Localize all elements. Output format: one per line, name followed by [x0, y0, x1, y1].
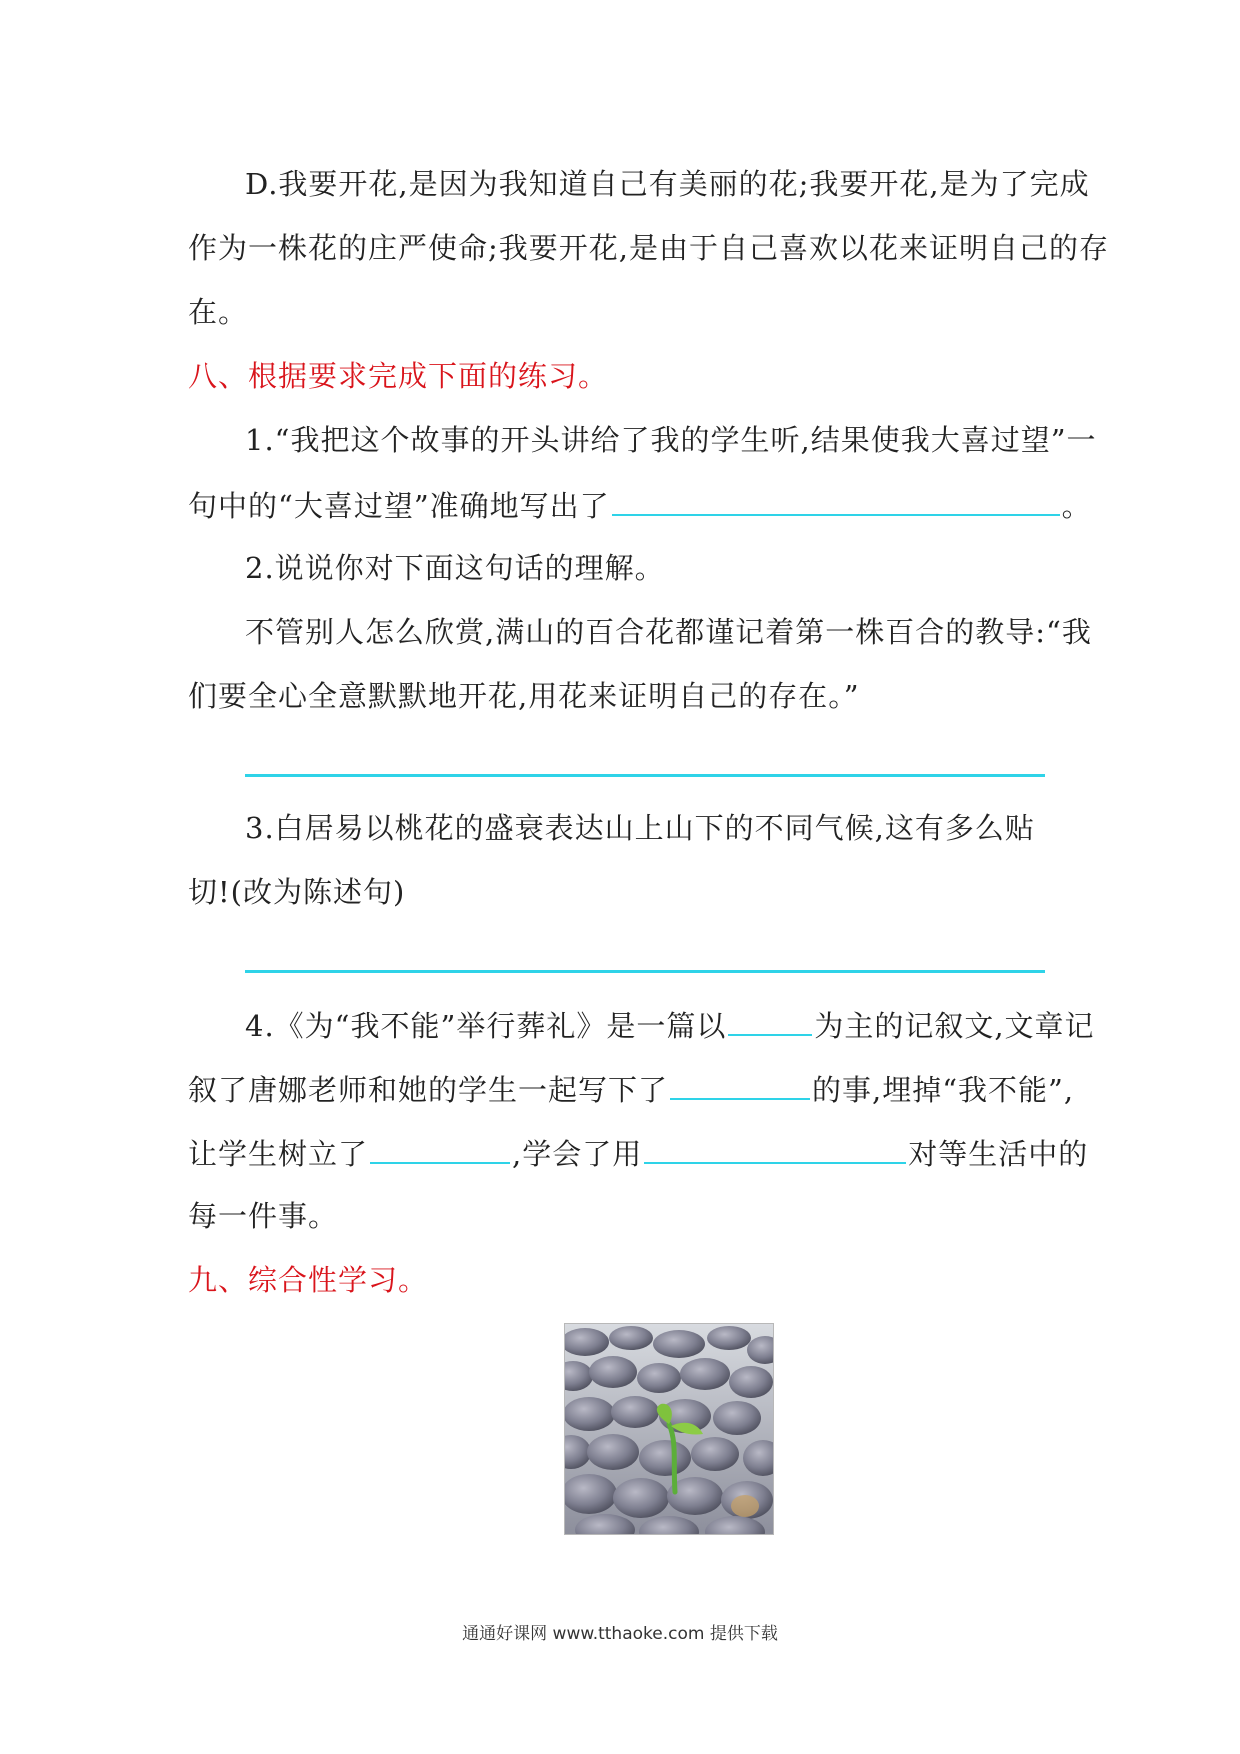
q4-text-d: 的事,埋掉“我不能”, [812, 1073, 1075, 1107]
q1-line-2 [188, 484, 1092, 526]
q4-line-3 [188, 1132, 1088, 1174]
q4-blank-4[interactable] [644, 1132, 906, 1164]
q2-answer-line[interactable] [245, 774, 1045, 777]
seedling-photo [564, 1323, 774, 1535]
q4-text-f: ,学会了用 [512, 1137, 643, 1171]
q4-line-4: 每一件事。 [188, 1199, 339, 1233]
q1-line-1: 1.“我把这个故事的开头讲给了我的学生听,结果使我大喜过望”一 [245, 423, 1097, 457]
q3-answer-line[interactable] [245, 970, 1045, 973]
footer-credit: 通通好课网 www.tthaoke.com 提供下载 [462, 1624, 778, 1644]
q4-blank-2[interactable] [670, 1068, 810, 1100]
q4-line-1 [245, 1004, 1145, 1046]
option-d-line-3: 在。 [188, 295, 249, 329]
q2-quote-line-1: 不管别人怎么欣赏,满山的百合花都谨记着第一株百合的教导:“我 [245, 615, 1092, 649]
section-8-title: 八、根据要求完成下面的练习。 [188, 359, 609, 393]
option-d-line-1: D.我要开花,是因为我知道自己有美丽的花;我要开花,是为了完成 [245, 167, 1090, 201]
q4-text-b: 为主的记叙文,文章记 [814, 1009, 1095, 1043]
q3-line-2: 切!(改为陈述句) [188, 875, 406, 909]
q3-line-1: 3.白居易以桃花的盛衰表达山上山下的不同气候,这有多么贴 [245, 811, 1035, 845]
q4-blank-3[interactable] [370, 1132, 510, 1164]
section-9-title: 九、综合性学习。 [188, 1263, 429, 1297]
q2-prompt: 2.说说你对下面这句话的理解。 [245, 551, 665, 585]
q1-end-punct: 。 [1061, 489, 1092, 523]
q4-text-a: 4.《为“我不能”举行葬礼》是一篇以 [245, 1009, 727, 1043]
q1-answer-blank[interactable] [612, 484, 1060, 516]
q4-text-g: 对等生活中的 [908, 1137, 1089, 1171]
q1-line-2-text: 句中的“大喜过望”准确地写出了 [188, 489, 610, 523]
q2-quote-line-2: 们要全心全意默默地开花,用花来证明自己的存在。” [188, 679, 860, 713]
option-d-line-2: 作为一株花的庄严使命;我要开花,是由于自己喜欢以花来证明自己的存 [188, 231, 1109, 265]
q4-text-c: 叙了唐娜老师和她的学生一起写下了 [188, 1073, 669, 1107]
q4-line-2 [188, 1068, 1088, 1110]
q4-text-e: 让学生树立了 [188, 1137, 369, 1171]
q4-blank-1[interactable] [728, 1004, 812, 1036]
